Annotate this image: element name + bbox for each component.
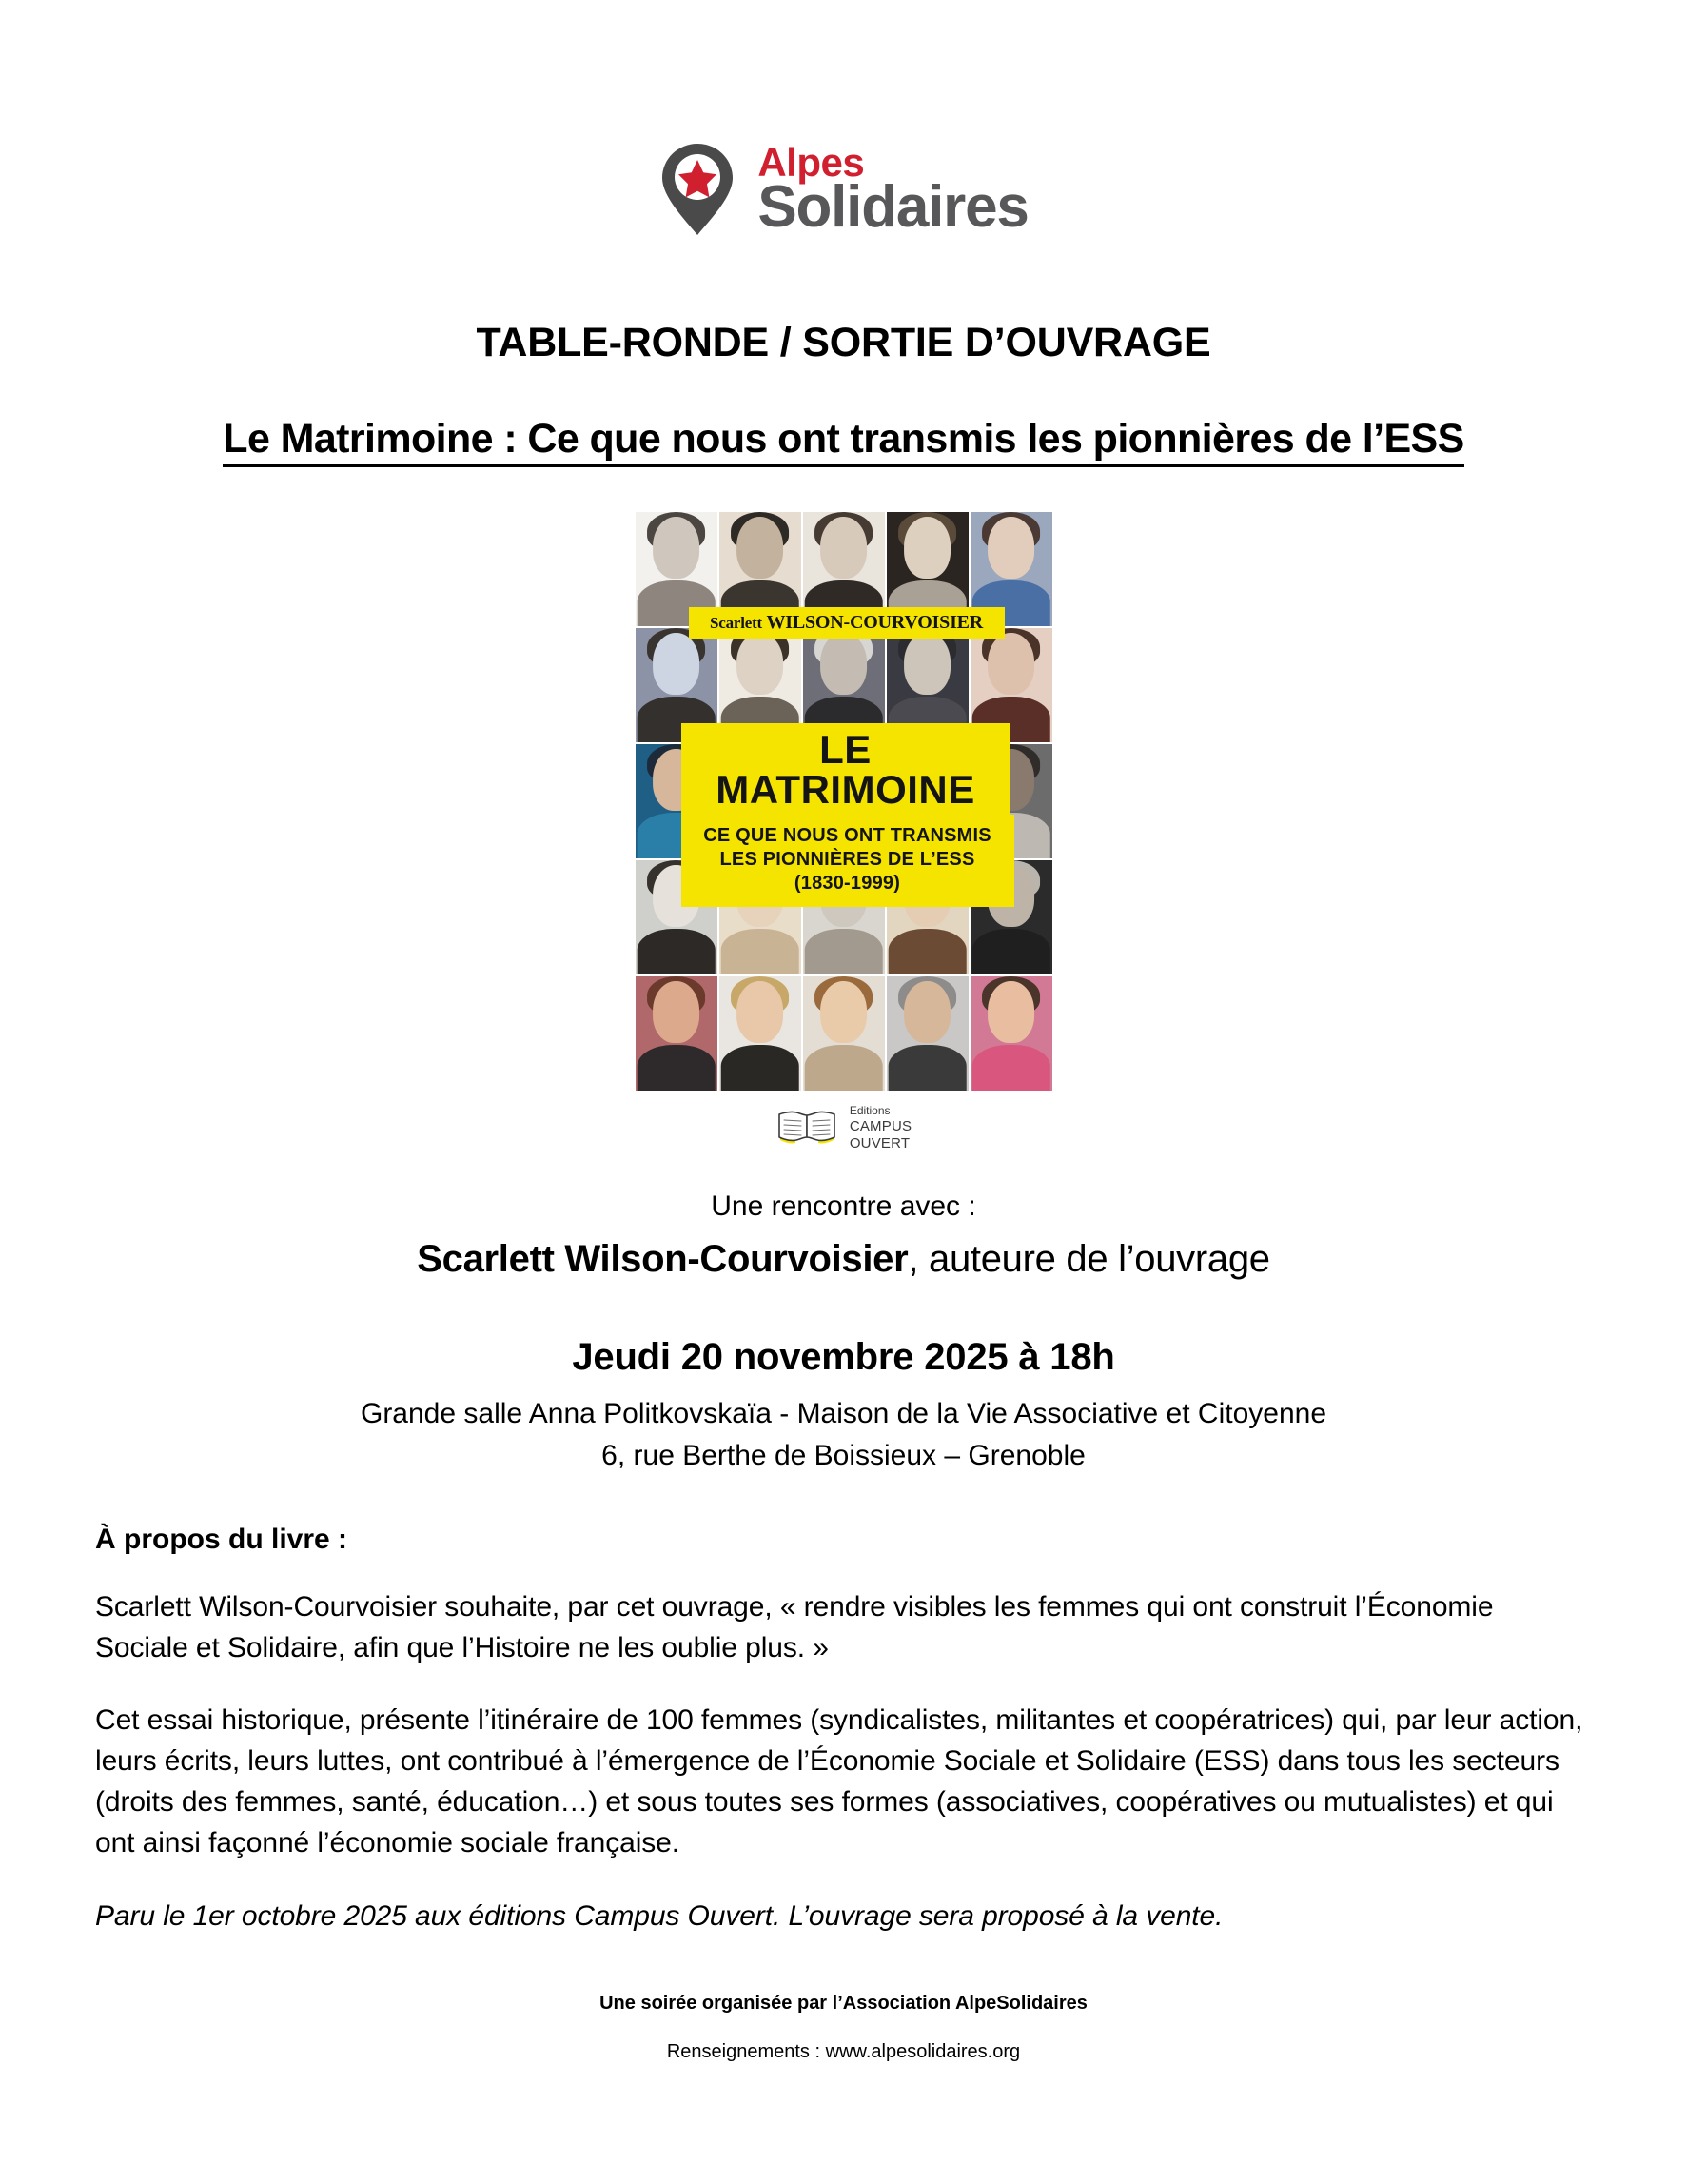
portrait-cell <box>719 976 801 1091</box>
logo-wordmark <box>757 140 1029 240</box>
cover-subtitle-line1: CE QUE NOUS ONT TRANSMIS <box>703 825 991 846</box>
cover-subtitle-line3: (1830-1999) <box>794 873 901 895</box>
about-paragraph-1: Scarlett Wilson-Courvoisier souhaite, par cet ouvrage, « rendre visibles les femmes qui ont construit l’Économie Sociale et Solidaire, afin que l’Histoire ne les oublie plus. » <box>95 1591 1494 1664</box>
map-pin-star-icon <box>658 142 736 237</box>
speaker-line <box>95 1238 1592 1281</box>
logo-alpes-text: Alpes <box>757 140 865 186</box>
event-datetime: Jeudi 20 novembre 2025 à 18h <box>572 1336 1115 1379</box>
cover-author-last: WILSON-COURVOISIER <box>766 612 984 633</box>
poster-footer <box>95 1993 1592 2063</box>
portrait-cell <box>887 976 969 1091</box>
page-title <box>95 416 1592 462</box>
about-heading: À propos du livre : <box>95 1524 348 1556</box>
alpes-solidaires-logo <box>95 0 1592 246</box>
meeting-intro: Une rencontre avec : <box>711 1190 976 1223</box>
logo-solidaires-text: Solidaires <box>757 173 1029 240</box>
portrait-cell <box>803 976 885 1091</box>
page-title-text: Le Matrimoine : Ce que nous ont transmis les pionnières de l’ESS <box>223 416 1463 467</box>
footer-info: Renseignements : www.alpesolidaires.org <box>666 2040 1021 2062</box>
event-address: 6, rue Berthe de Boissieux – Grenoble <box>601 1440 1086 1472</box>
cover-subtitle-banner <box>681 815 1014 907</box>
cover-author-banner <box>689 607 1005 639</box>
portrait-cell <box>971 976 1052 1091</box>
publisher-logo <box>775 1104 912 1152</box>
book-cover-image <box>636 512 1052 1091</box>
speaker-role: , auteure de l’ouvrage <box>908 1238 1270 1281</box>
publisher-line1: Editions <box>849 1104 891 1117</box>
cover-author-first: Scarlett <box>709 614 763 632</box>
about-paragraph-3: Paru le 1er octobre 2025 aux éditions Campus Ouvert. L’ouvrage sera proposé à la vente. <box>95 1900 1224 1933</box>
speaker-name: Scarlett Wilson-Courvoisier <box>417 1238 909 1281</box>
publisher-line2: CAMPUS <box>849 1117 912 1134</box>
open-book-icon <box>775 1109 838 1149</box>
about-paragraph-2: Cet essai historique, présente l’itinéraire de 100 femmes (syndicalistes, militantes et coopératrices) qui, par leur action, leurs écrits, leurs luttes, ont contribué à l’émergence de l’Économie Sociale et Solidaire (ESS) dans tous les secteurs (droits des femmes, santé, éducation…) et sous toutes ses formes (associatives, coopératives ou mutualistes) et qui ont ainsi façonné l’économie sociale française. <box>95 1703 1583 1859</box>
cover-title-banner: LE MATRIMOINE <box>681 723 1010 818</box>
footer-organizer: Une soirée organisée par l’Association AlpeSolidaires <box>599 1992 1088 2014</box>
publisher-line3: OUVERT <box>849 1134 911 1151</box>
cover-subtitle-line2: LES PIONNIÈRES DE L’ESS <box>719 849 975 871</box>
event-kicker: TABLE-RONDE / SORTIE D’OUVRAGE <box>476 320 1211 365</box>
book-cover-block <box>95 512 1592 1152</box>
event-venue: Grande salle Anna Politkovskaïa - Maison de la Vie Associative et Citoyenne <box>360 1398 1327 1430</box>
publisher-name <box>850 1104 912 1152</box>
portrait-cell <box>636 976 717 1091</box>
